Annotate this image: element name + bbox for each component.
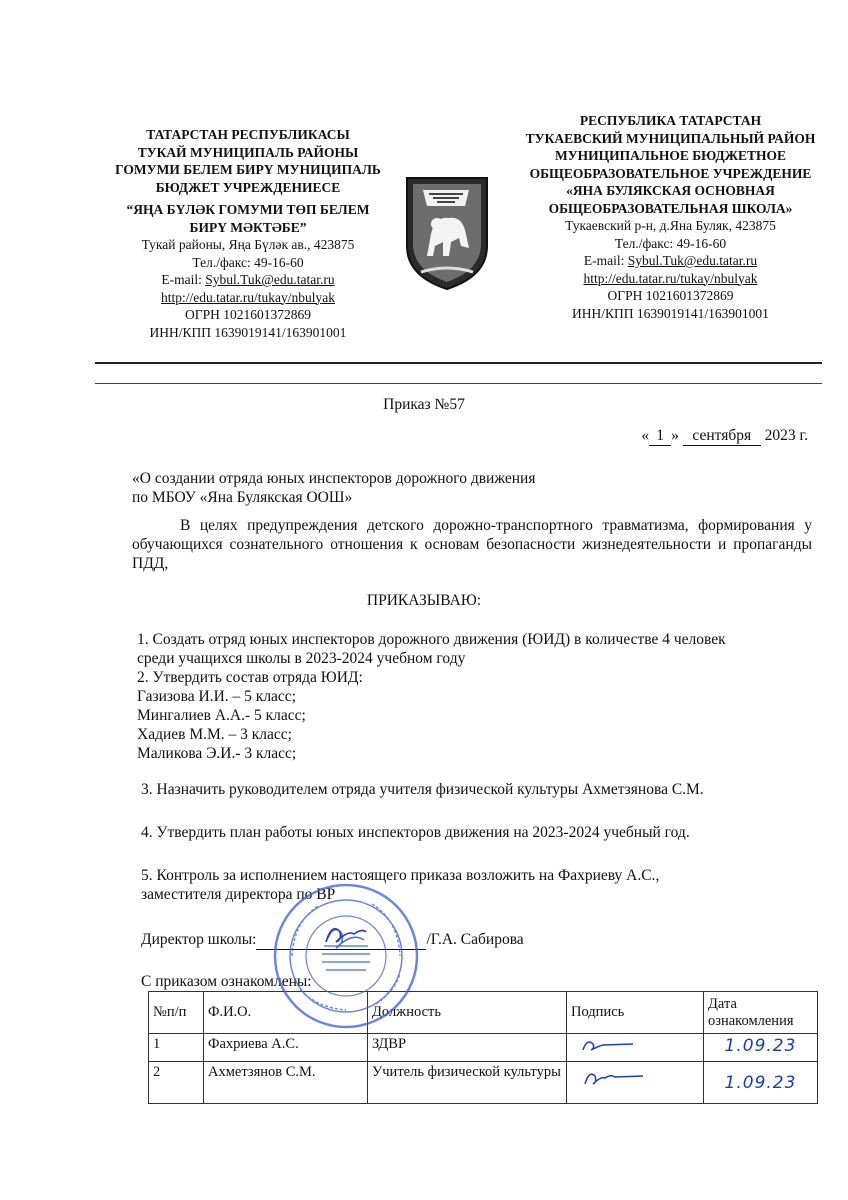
table-row bbox=[149, 1062, 818, 1104]
header-ru-phone: Тел./факс: 49-16-60 bbox=[614, 235, 727, 251]
header-ru-email-row bbox=[498, 252, 843, 270]
header-tt-inn: ИНН/КПП 1639019141/163901001 bbox=[149, 324, 347, 340]
item5-line2: заместителя директора по ВР bbox=[141, 886, 336, 903]
header-tatar bbox=[88, 126, 408, 341]
order-date bbox=[641, 426, 808, 446]
row-date: 1.09.23 bbox=[704, 1062, 818, 1104]
row-date: 1.09.23 bbox=[704, 1034, 818, 1062]
subject-line1: «О создании отряда юных инспекторов дорожного движения bbox=[132, 470, 536, 487]
header-divider-thin bbox=[95, 383, 822, 384]
header-ru-line6: ОБЩЕОБРАЗОВАТЕЛЬНАЯ ШКОЛА» bbox=[548, 200, 793, 216]
date-month: сентября bbox=[683, 426, 761, 446]
handwritten-signature-icon bbox=[571, 1064, 651, 1090]
date-open: « bbox=[641, 427, 650, 444]
order-decree: ПРИКАЗЫВАЮ: bbox=[366, 592, 482, 609]
header-ru-inn: ИНН/КПП 1639019141/163901001 bbox=[572, 305, 769, 321]
row-name: Фахриева А.С. bbox=[204, 1034, 368, 1062]
stamp-icon bbox=[272, 882, 420, 1030]
header-tt-line6: БИРҮ МӘКТӘБЕ” bbox=[189, 219, 307, 235]
header-ru-site-link[interactable]: http://edu.tatar.ru/tukay/nbulyak bbox=[583, 270, 758, 286]
header-ru-line5: «ЯНА БУЛЯКСКАЯ ОСНОВНАЯ bbox=[566, 183, 775, 198]
header-tt-line5: “ЯҢА БҮЛӘК ГОМУМИ ТӨП БЕЛЕМ bbox=[126, 202, 370, 217]
header-tt-site-link[interactable]: http://edu.tatar.ru/tukay/nbulyak bbox=[161, 289, 335, 305]
header-tt-line2: ТУКАЙ МУНИЦИПАЛЬ РАЙОНЫ bbox=[137, 144, 359, 160]
member-4: Маликова Э.И.- 3 класс; bbox=[137, 745, 297, 762]
item5-line1: 5. Контроль за исполнением настоящего приказа возложить на Фахриеву А.С., bbox=[141, 867, 660, 884]
director-label: Директор школы: bbox=[141, 931, 257, 948]
date-day: 1 bbox=[649, 426, 671, 446]
coat-of-arms bbox=[403, 176, 491, 291]
subject-line2: по МБОУ «Яна Булякская ООШ» bbox=[132, 489, 353, 506]
header-russian bbox=[498, 112, 843, 322]
order-items bbox=[137, 630, 827, 763]
director-signature bbox=[318, 918, 388, 948]
row-num: 1 bbox=[149, 1034, 204, 1062]
row-signature bbox=[567, 1034, 704, 1062]
row-position: Учитель физической культуры bbox=[368, 1062, 567, 1104]
director-signature-icon bbox=[318, 918, 388, 948]
row-name: Ахметзянов С.М. bbox=[204, 1062, 368, 1104]
row-position: ЗДВР bbox=[368, 1034, 567, 1062]
header-tt-line3: ГОМУМИ БЕЛЕМ БИРҮ МУНИЦИПАЛЬ bbox=[115, 162, 381, 177]
acquainted-label: С приказом ознакомлены: bbox=[141, 973, 312, 990]
header-ru-line3: МУНИЦИПАЛЬНОЕ БЮДЖЕТНОЕ bbox=[554, 148, 787, 163]
item1-line2: среди учащихся школы в 2023-2024 учебном году bbox=[137, 650, 466, 667]
header-tt-address: Тукай районы, Яңа Бүләк ав., 423875 bbox=[141, 237, 355, 252]
header-ru-line2: ТУКАЕВСКИЙ МУНИЦИПАЛЬНЫЙ РАЙОН bbox=[525, 130, 816, 146]
header-name: Ф.И.О. bbox=[204, 992, 368, 1034]
header-ru-address: Тукаевский р-н, д.Яна Буляк, 423875 bbox=[565, 218, 776, 233]
header-tt-ogrn: ОГРН 1021601372869 bbox=[185, 307, 311, 322]
header-date: Дата ознакомления bbox=[704, 992, 818, 1034]
coat-of-arms-icon bbox=[403, 176, 491, 291]
header-divider bbox=[95, 362, 822, 364]
header-num: №п/п bbox=[149, 992, 204, 1034]
row-signature bbox=[567, 1062, 704, 1104]
date-close: » bbox=[671, 427, 679, 444]
item3: 3. Назначить руководителем отряда учителя физической культуры Ахметзянова С.М. bbox=[141, 781, 704, 798]
director-name: /Г.А. Сабирова bbox=[426, 931, 524, 948]
header-tt-line1: ТАТАРСТАН РЕСПУБЛИКАСЫ bbox=[146, 127, 350, 142]
order-preamble: В целях предупреждения детского дорожно-транспортного травматизма, формирования у обучающихся сознательного отношения к основам безопасности жизнедеятельности и пропаганды ПДД, bbox=[132, 517, 812, 572]
date-year: 2023 г. bbox=[764, 427, 808, 444]
header-position: Должность bbox=[368, 992, 567, 1034]
header-tt-email-row bbox=[88, 271, 408, 289]
order-subject bbox=[132, 469, 812, 507]
header-tt-email-label: E-mail: bbox=[161, 272, 206, 287]
table-row bbox=[149, 1034, 818, 1062]
header-ru-email-link[interactable]: Sybul.Tuk@edu.tatar.ru bbox=[627, 253, 758, 268]
item4: 4. Утвердить план работы юных инспекторов движения на 2023-2024 учебный год. bbox=[141, 824, 690, 841]
header-tt-email-link[interactable]: Sybul.Tuk@edu.tatar.ru bbox=[205, 272, 335, 287]
header-tt-line4: БЮДЖЕТ УЧРЕЖДЕНИЕСЕ bbox=[155, 179, 341, 195]
school-stamp bbox=[272, 882, 420, 1030]
item2: 2. Утвердить состав отряда ЮИД: bbox=[137, 669, 363, 686]
header-ru-line1: РЕСПУБЛИКА ТАТАРСТАН bbox=[579, 113, 762, 128]
header-signature: Подпись bbox=[567, 992, 704, 1034]
member-3: Хадиев М.М. – 3 класс; bbox=[137, 726, 292, 743]
table-header-row bbox=[149, 992, 818, 1034]
member-2: Мингалиев А.А.- 5 класс; bbox=[137, 707, 306, 724]
header-ru-line4: ОБЩЕОБРАЗОВАТЕЛЬНОЕ УЧРЕЖДЕНИЕ bbox=[529, 165, 812, 181]
header-ru-ogrn: ОГРН 1021601372869 bbox=[607, 288, 734, 303]
member-1: Газизова И.И. – 5 класс; bbox=[137, 688, 296, 705]
item5 bbox=[141, 866, 831, 904]
row-num: 2 bbox=[149, 1062, 204, 1104]
order-title: Приказ №57 bbox=[383, 396, 465, 413]
header-tt-phone: Тел./факс: 49-16-60 bbox=[192, 254, 304, 270]
handwritten-signature-icon bbox=[571, 1036, 641, 1054]
item1-line1: 1. Создать отряд юных инспекторов дорожного движения (ЮИД) в количестве 4 человек bbox=[137, 631, 726, 648]
acquaintance-table bbox=[148, 991, 818, 1104]
header-ru-email-label: E-mail: bbox=[583, 253, 628, 268]
